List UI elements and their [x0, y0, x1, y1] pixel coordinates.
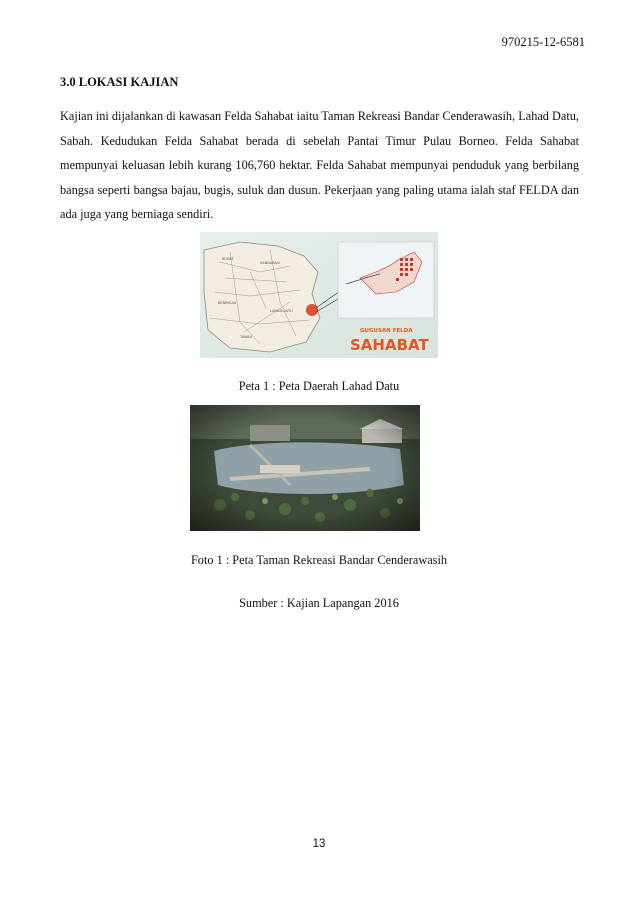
- photo-caption: Foto 1 : Peta Taman Rekreasi Bandar Cenderawasih: [190, 553, 448, 567]
- document-id: 970215-12-6581: [501, 35, 585, 49]
- svg-text:LAHAD DATU: LAHAD DATU: [270, 309, 293, 313]
- logo-line2: SAHABAT: [350, 336, 429, 354]
- svg-text:KENINGAU: KENINGAU: [218, 301, 237, 305]
- section-paragraph: Kajian ini dijalankan di kawasan Felda Sahabat iaitu Taman Rekreasi Bandar Cenderawasih, Lahad Datu, Sabah. Kedudukan Felda Sahabat berada di sebelah Pantai Timur Pulau Borneo. Felda Sahabat mempunyai keluasan lebih kurang 106,760 hektar. Felda Sahabat mempunyai penduduk yang berbilang bangsa seperti bangsa bajau, bugis, suluk dan dusun. Pekerjaan yang paling utama ialah staf FELDA dan ada juga yang berniaga sendiri.: [60, 109, 579, 221]
- svg-text:KUDAT: KUDAT: [222, 257, 234, 261]
- map-caption: Peta 1 : Peta Daerah Lahad Datu: [238, 379, 400, 393]
- map-image: [200, 232, 438, 358]
- park-photo: [190, 405, 420, 531]
- logo-line1: GUGUSAN FELDA: [360, 328, 413, 334]
- page-number: 13: [312, 838, 326, 850]
- svg-text:TAWAU: TAWAU: [240, 335, 253, 339]
- svg-text:SANDAKAN: SANDAKAN: [260, 261, 280, 265]
- photo-source: Sumber : Kajian Lapangan 2016: [239, 596, 399, 610]
- section-heading: 3.0 LOKASI KAJIAN: [60, 75, 179, 89]
